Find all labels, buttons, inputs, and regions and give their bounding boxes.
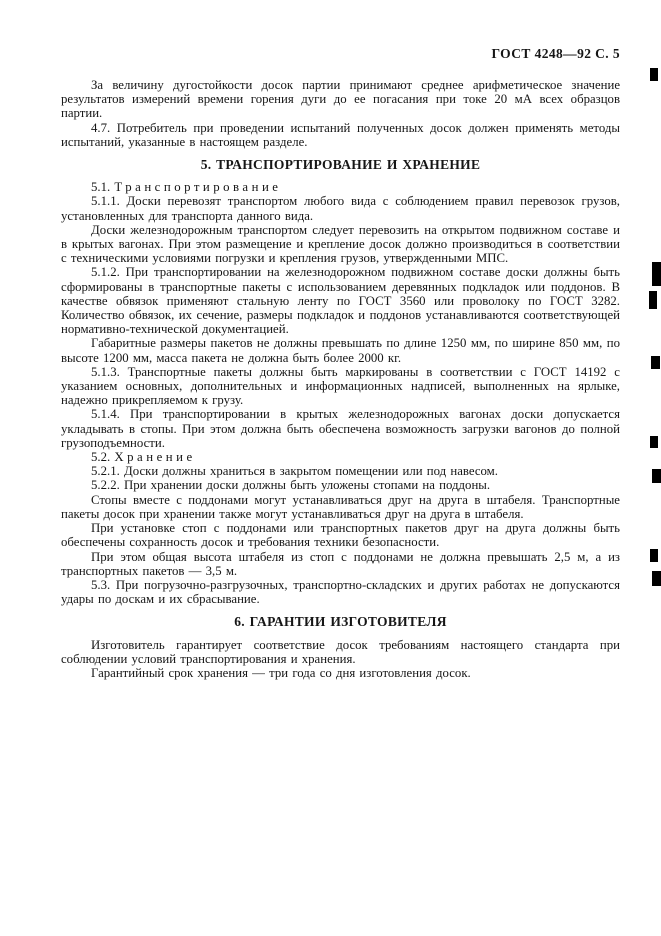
scan-artifact xyxy=(650,436,658,448)
scan-artifact xyxy=(651,356,660,369)
clause-5-2-term: Хранение xyxy=(114,450,196,465)
clause-5-2-subheading xyxy=(61,450,620,464)
clause-6-guarantee-term: Гарантийный срок хранения — три года со дня изготовления досок. xyxy=(91,665,471,680)
clause-5-2-2-continued-3: При этом общая высота штабеля из стоп с поддонами не должна превышать 2,5 м, а из транспортных пакетов — 3,5 м. xyxy=(61,549,620,578)
clause-5-1-2: 5.1.2. При транспортировании на железнодорожном подвижном составе доски должны быть сформированы в транспортные пакеты с использованием деревянных подкладок или поддонов. В качестве обвязок применяют стальную ленту по ГОСТ 3560 или проволоку по ГОСТ 3282. Количество обвязок, их сечение, размеры подкладок и поддонов устанавливаются соответствующей нормативно-технической документацией. xyxy=(61,265,620,337)
scan-artifact xyxy=(652,469,661,483)
scan-artifact xyxy=(650,68,658,81)
clause-5-2-2-continued-1: Стопы вместе с поддонами могут устанавливаться друг на друга в штабеля. Транспортные пакеты досок при хранении также могут устанавливаться друг на друга в штабеля. xyxy=(61,492,620,521)
clause-5-1-1-continued: Доски железнодорожным транспортом следует перевозить на открытом подвижном составе и в крытых вагонах. При этом размещение и крепление досок должно производиться в соответствии с техническими условиями погрузки и крепления грузов, утвержденными МПС. xyxy=(61,222,620,266)
clause-5-1-subheading xyxy=(61,180,620,194)
clause-5-1-4: 5.1.4. При транспортировании в крытых железнодорожных вагонах доски допускается укладывать в стопы. При этом должна быть обеспечена возможность загрузки вагонов до полной грузоподъемности. xyxy=(61,407,620,450)
page-header-gost-number: ГОСТ 4248—92 С. 5 xyxy=(491,46,620,61)
paragraph-arc-resistance: За величину дугостойкости досок партии принимают среднее арифметическое значение результатов измерений времени горения дуги до ее погасания при токе 20 мА всех образцов партии. xyxy=(61,78,620,121)
clause-6-guarantee: Изготовитель гарантирует соответствие досок требованиям настоящего стандарта при соблюдении условий транспортирования и хранения. xyxy=(61,637,620,666)
scan-artifact xyxy=(652,262,661,286)
clause-5-2-number: 5.2. xyxy=(91,450,111,465)
clause-5-1-term: Транспортирование xyxy=(114,180,282,195)
text-block xyxy=(61,46,620,680)
clause-5-1-2-continued: Габаритные размеры пакетов не должны превышать по длине 1250 мм, по ширине 850 мм, по высоте 1200 мм, масса пакета не должна быть более 2000 кг. xyxy=(61,336,620,365)
clause-5-2-2-continued-2: При установке стоп с поддонами или транспортных пакетов друг на друга должны быть обеспечены сохранность досок и требования техники безопасности. xyxy=(61,521,620,550)
clause-5-3: 5.3. При погрузочно-разгрузочных, транспортно-складских и других работах не допускаются удары по доскам и их сбрасывание. xyxy=(61,577,620,607)
clause-5-2-1: 5.2.1. Доски должны храниться в закрытом помещении или под навесом. xyxy=(91,464,498,479)
clause-4-7: 4.7. Потребитель при проведении испытаний полученных досок должен применять методы испытаний, указанные в настоящем разделе. xyxy=(61,120,620,149)
scan-artifact xyxy=(650,549,658,562)
clause-5-1-number: 5.1. xyxy=(91,180,111,195)
clause-5-1-1: 5.1.1. Доски перевозят транспортом любого вида с соблюдением правил перевозок грузов, установленных для транспорта данного вида. xyxy=(61,194,620,223)
clause-5-2-2: 5.2.2. При хранении доски должны быть уложены стопами на поддоны. xyxy=(91,478,491,493)
scan-artifact xyxy=(652,571,661,586)
section-5-heading: 5. ТРАНСПОРТИРОВАНИЕ И ХРАНЕНИЕ xyxy=(200,157,481,173)
section-6-heading: 6. ГАРАНТИИ ИЗГОТОВИТЕЛЯ xyxy=(234,614,447,630)
scan-artifact xyxy=(649,291,657,309)
clause-5-1-3: 5.1.3. Транспортные пакеты должны быть маркированы в соответствии с ГОСТ 14192 с указанием основных, дополнительных и информационных надписей, выполненных на ярлыке, надежно прикрепляемом к грузу. xyxy=(61,364,620,408)
